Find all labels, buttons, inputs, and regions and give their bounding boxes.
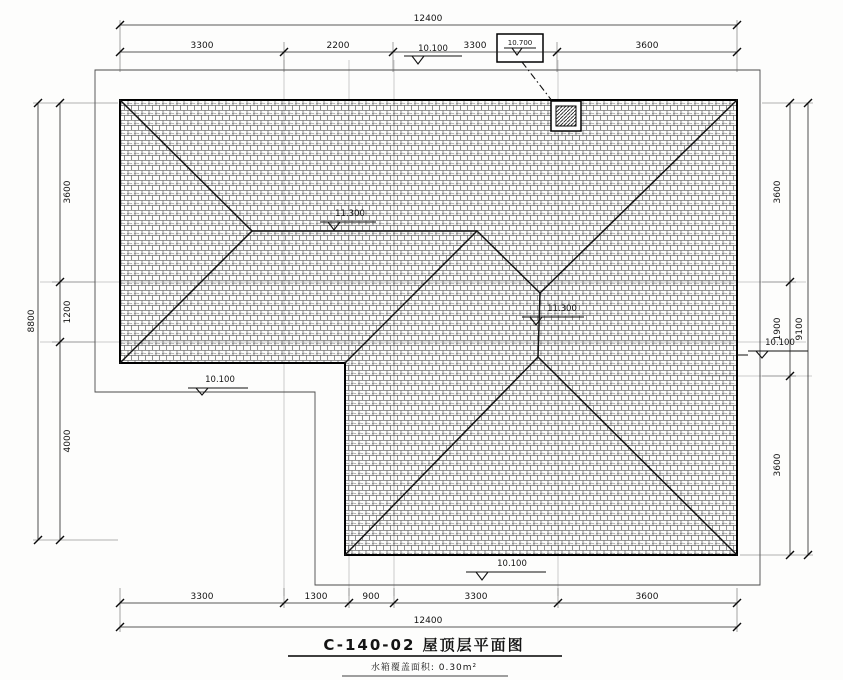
elevation-label: 10.100 — [418, 44, 448, 54]
dim-bottom-total: 12400 — [413, 616, 443, 626]
elevation-label: 11.300 — [547, 304, 577, 314]
elevation-label: 10.100 — [497, 559, 527, 569]
dim-bottom-seg: 3300 — [190, 592, 214, 602]
dim-bottom-seg: 900 — [362, 592, 380, 602]
hatched-detail — [556, 106, 576, 126]
dim-right-total: 9100 — [795, 317, 805, 341]
dim-left-seg: 4000 — [63, 429, 73, 453]
drawing-subtitle: 水箱覆盖面积: 0.30m² — [370, 663, 478, 673]
dim-bottom-seg: 3600 — [635, 592, 659, 602]
elevation-marker-bottom — [466, 559, 546, 580]
dim-top-seg: 2200 — [326, 41, 350, 51]
elevation-marker-top — [404, 44, 462, 64]
dim-left-seg: 1200 — [63, 300, 73, 324]
dim-right-seg: 3600 — [773, 180, 783, 204]
dim-left — [27, 99, 118, 544]
boxed-elevation-marker — [497, 34, 543, 62]
roof-tiled-area — [120, 100, 737, 555]
dim-top-seg: 3300 — [190, 41, 214, 51]
dim-top-seg: 3600 — [635, 41, 659, 51]
elevation-label: 11.300 — [335, 209, 365, 219]
dim-right-seg: 1900 — [773, 317, 783, 341]
dim-top-total: 12400 — [413, 14, 443, 24]
elevation-label: 10.100 — [765, 338, 795, 348]
dim-left-seg: 3600 — [63, 180, 73, 204]
dim-top-seg: 3300 — [463, 41, 487, 51]
roof-detail-box — [551, 101, 581, 131]
dim-top — [116, 14, 741, 72]
elevation-label: 10.100 — [205, 375, 235, 385]
dim-bottom-seg: 3300 — [464, 592, 488, 602]
boxed-elevation-label: 10.700 — [507, 39, 533, 47]
dim-left-total: 8800 — [27, 309, 37, 333]
building-outline — [95, 70, 760, 585]
dim-bottom-seg: 1300 — [304, 592, 328, 602]
dim-right — [740, 99, 813, 559]
dim-right-seg: 3600 — [773, 453, 783, 477]
dim-bottom — [116, 588, 741, 632]
drawing-title: C-140-02 屋顶层平面图 — [323, 636, 525, 654]
title-block — [288, 636, 562, 676]
